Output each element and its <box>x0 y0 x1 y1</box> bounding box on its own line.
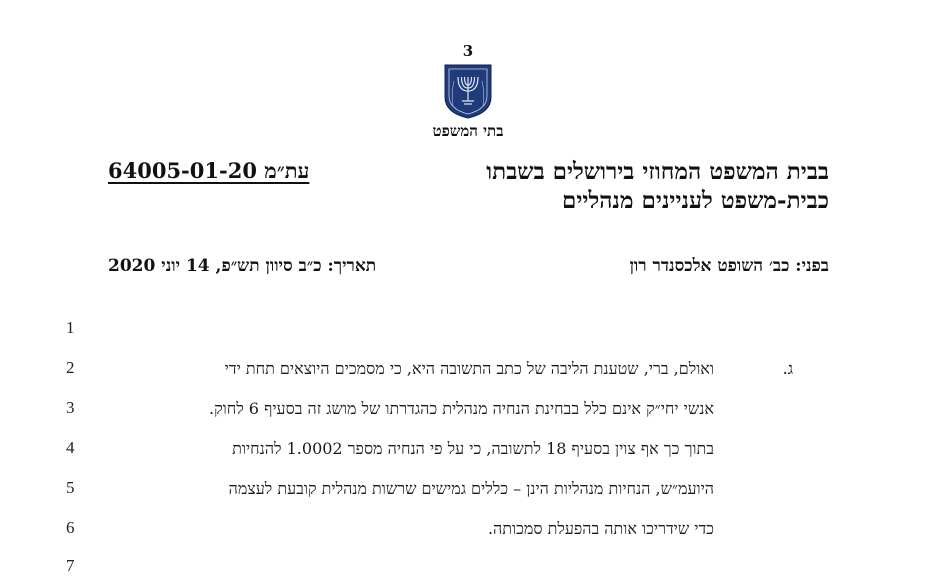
courts-label: בתי המשפט <box>432 122 504 140</box>
line-number: 4 <box>66 438 75 457</box>
page-number: 3 <box>462 42 474 60</box>
case-number: עת״מ 64005-01-20 <box>108 158 310 183</box>
date-line: תאריך: כ״ב סיוון תש״פ, 14 יוני 2020 <box>108 256 377 276</box>
paragraph-line: בתוך כך אף צוין בסעיף 18 לתשובה, כי על פי הנחיה מספר 1.0002 להנחיות <box>232 439 714 458</box>
state-of-israel-emblem-icon <box>443 63 493 119</box>
court-name-line-1: בבית המשפט המחוזי בירושלים בשבתו <box>486 158 829 185</box>
paragraph-marker: ג. <box>782 359 793 378</box>
paragraph-line: כדי שידריכו אותה בהפעלת סמכותה. <box>487 519 714 538</box>
judge-line: בפני: כב׳ השופט אלכסנדר רון <box>629 256 829 276</box>
paragraph-line: אנשי יחי״ק אינם כלל בבחינת הנחיה מנהלית כהגדרתו של מושג זה בסעיף 6 לחוק. <box>209 399 714 418</box>
paragraph-line: ואולם, ברי, שטענת הליבה של כתב התשובה היא, כי מסמכים היוצאים תחת ידי <box>224 359 714 378</box>
line-number: 2 <box>66 358 75 377</box>
line-number: 6 <box>66 518 75 537</box>
line-number: 1 <box>66 318 75 337</box>
paragraph-line: היועמ״ש, הנחיות מנהליות הינן – כללים גמישים שרשות מנהלית קובעת לעצמה <box>228 479 714 498</box>
line-number: 5 <box>66 478 75 497</box>
court-name-line-2: כבית-משפט לעניינים מנהליים <box>562 187 829 214</box>
line-number: 7 <box>66 556 75 575</box>
line-number: 3 <box>66 398 75 417</box>
